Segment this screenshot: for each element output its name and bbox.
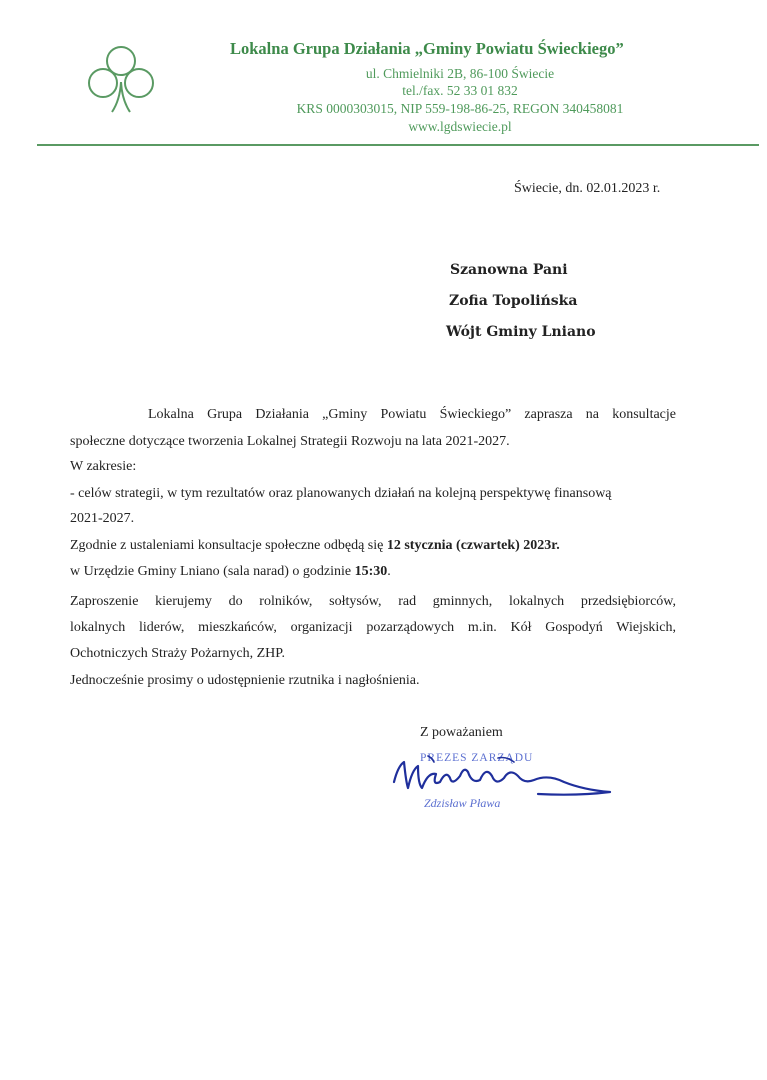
organization-website: www.lgdswiecie.pl bbox=[408, 119, 512, 134]
scope-line2: 2021-2027. bbox=[70, 511, 135, 526]
stamp-title: PREZES ZARZĄDU bbox=[420, 752, 534, 764]
scope-line1: - celów strategii, w tym rezultatów oraz planowanych działań na kolejną perspektywę finansową bbox=[70, 486, 612, 501]
meeting-date-line: Zgodnie z ustaleniami konsultacje społeczne odbędą się 12 stycznia (czwartek) 2023r. bbox=[70, 538, 560, 553]
organization-phone: tel./fax. 52 33 01 832 bbox=[402, 83, 518, 98]
organization-registry: KRS 0000303015, NIP 559-198-86-25, REGON 340458081 bbox=[296, 101, 624, 116]
invite-line1: Zaproszenie kierujemy do rolników, sołtysów, rad gminnych, lokalnych przedsiębiorców, bbox=[70, 594, 676, 609]
invite-line2: lokalnych liderów, mieszkańców, organizacji pozarządowych m.in. Kół Gospodyń Wiejskich, bbox=[70, 620, 676, 635]
closing-phrase: Z poważaniem bbox=[420, 725, 503, 740]
clover-logo-icon bbox=[86, 42, 156, 116]
scope-label: W zakresie: bbox=[70, 459, 137, 474]
organization-address: ul. Chmielniki 2B, 86-100 Świecie bbox=[365, 66, 555, 81]
paragraph-invitation-line2: społeczne dotyczące tworzenia Lokalnej Strategii Rozwoju na lata 2021-2027. bbox=[70, 434, 510, 449]
meeting-venue-line: w Urzędzie Gminy Lniano (sala narad) o godzinie 15:30. bbox=[70, 564, 391, 579]
addressee-title: Wójt Gminy Lniano bbox=[446, 324, 596, 340]
header-divider bbox=[37, 144, 759, 146]
request-line: Jednocześnie prosimy o udostępnienie rzutnika i nagłośnienia. bbox=[70, 673, 420, 688]
addressee-salutation: Szanowna Pani bbox=[450, 262, 568, 278]
meeting-time: 15:30 bbox=[354, 564, 388, 579]
addressee-name: Zofia Topolińska bbox=[449, 293, 578, 309]
meeting-date: 12 stycznia (czwartek) 2023r. bbox=[386, 538, 560, 553]
handwritten-signature-icon bbox=[388, 752, 614, 806]
letter-date: Świecie, dn. 02.01.2023 r. bbox=[514, 181, 661, 196]
invite-line3: Ochotniczych Straży Pożarnych, ZHP. bbox=[70, 646, 285, 661]
stamp-name: Zdzisław Pława bbox=[424, 796, 501, 810]
organization-name: Lokalna Grupa Działania „Gminy Powiatu Świeckiego” bbox=[230, 39, 624, 58]
paragraph-invitation-line1: Lokalna Grupa Działania „Gminy Powiatu Świeckiego” zaprasza na konsultacje bbox=[148, 407, 676, 422]
